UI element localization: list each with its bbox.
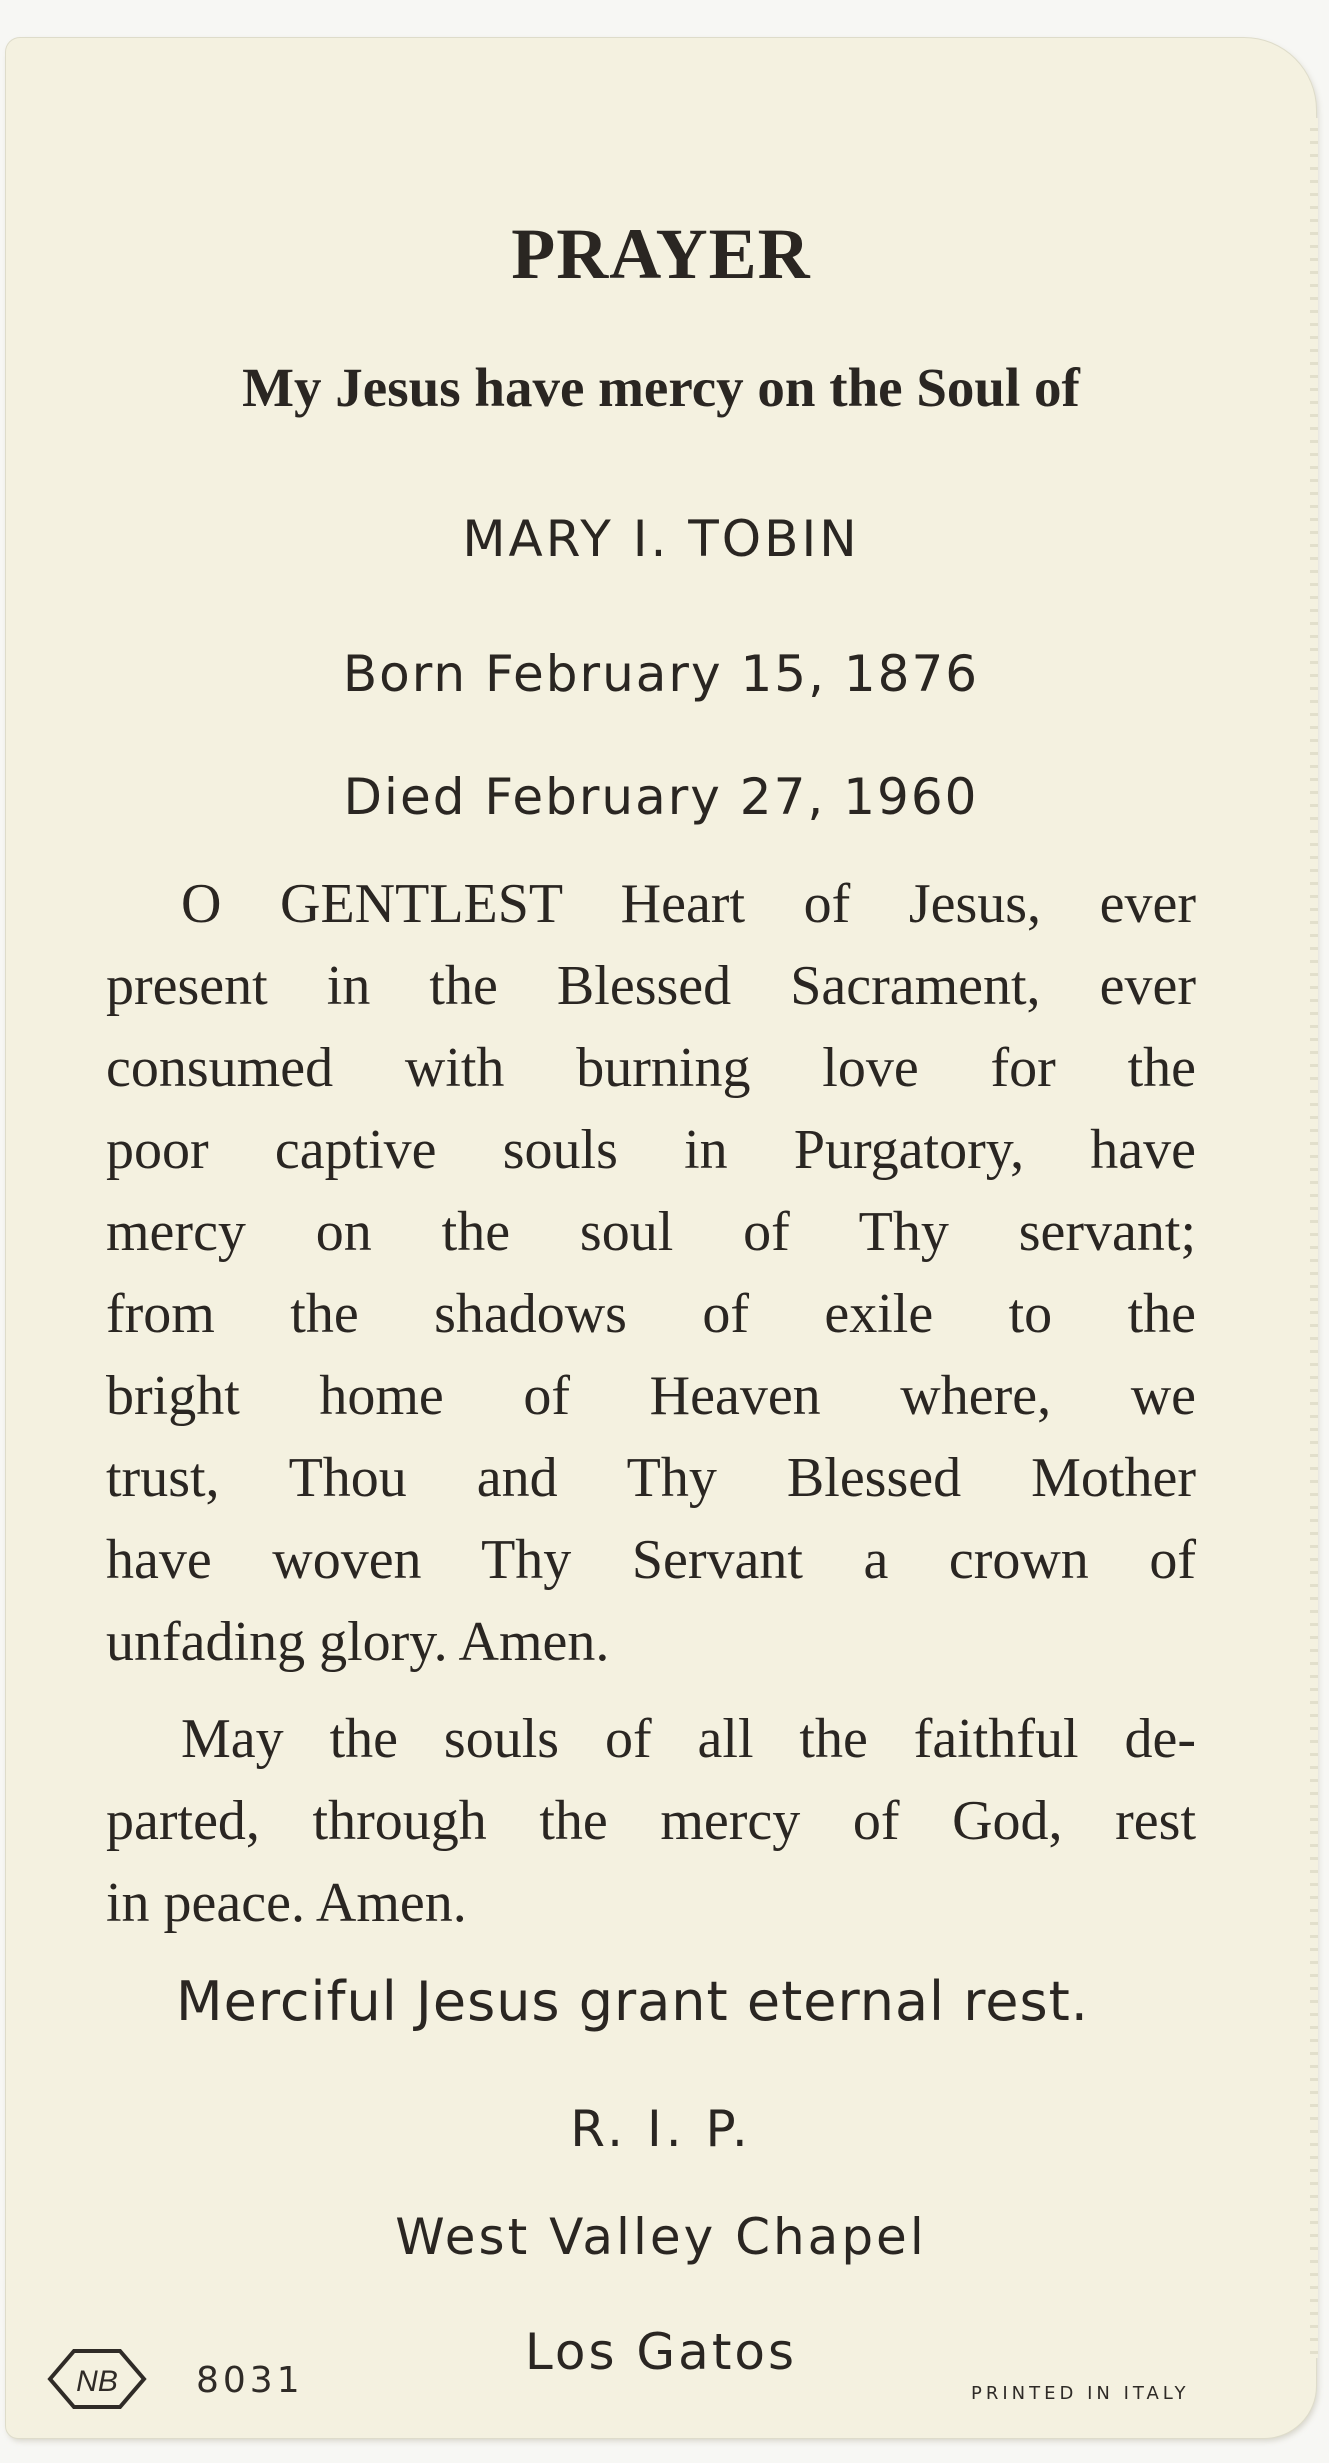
rip-text: R. I. P. [570,2100,752,2158]
prayer-line: have woven Thy Servant a crown of [106,1529,1196,1591]
prayer-line: bright home of Heaven where, we [106,1365,1196,1427]
prayer-line: poor captive souls in Purgatory, have [106,1119,1196,1181]
birth-date: Born February 15, 1876 [342,645,980,703]
prayer-line: trust, Thou and Thy Blessed Mother [106,1447,1196,1509]
card-content [6,38,1316,2438]
faithful-line: parted, through the mercy of God, rest [106,1790,1196,1852]
faithful-departed-prayer [106,1698,1196,1944]
death-date: Died February 27, 1960 [343,768,979,826]
prayer-line: from the shadows of exile to the [106,1283,1196,1345]
faithful-line: May the souls of all the faithful de- [181,1708,1196,1770]
invocation-line: My Jesus have mercy on the Soul of [242,357,1080,418]
prayer-line: mercy on the soul of Thy servant; [106,1201,1196,1263]
prayer-line: O GENTLEST Heart of Jesus, ever [181,873,1196,935]
town-name: Los Gatos [524,2323,798,2381]
prayer-card [6,38,1316,2438]
catalog-number: 8031 [196,2360,304,2401]
card-title: PRAYER [511,214,811,294]
prayer-line: unfading glory. Amen. [106,1611,610,1673]
prayer-line: present in the Blessed Sacrament, ever [106,955,1196,1017]
logo-text: NB [76,2365,118,2398]
prayer-line: consumed with burning love for the [106,1037,1196,1099]
faithful-line: in peace. Amen. [106,1872,467,1934]
eternal-rest-line: Merciful Jesus grant eternal rest. [176,1970,1089,2033]
gentlest-heart-prayer [106,863,1196,1683]
nb-logo-icon [42,2343,152,2415]
chapel-name: West Valley Chapel [395,2208,927,2266]
deceased-name: MARY I. TOBIN [462,510,860,568]
printed-in-label: PRINTED IN ITALY [971,2383,1190,2404]
